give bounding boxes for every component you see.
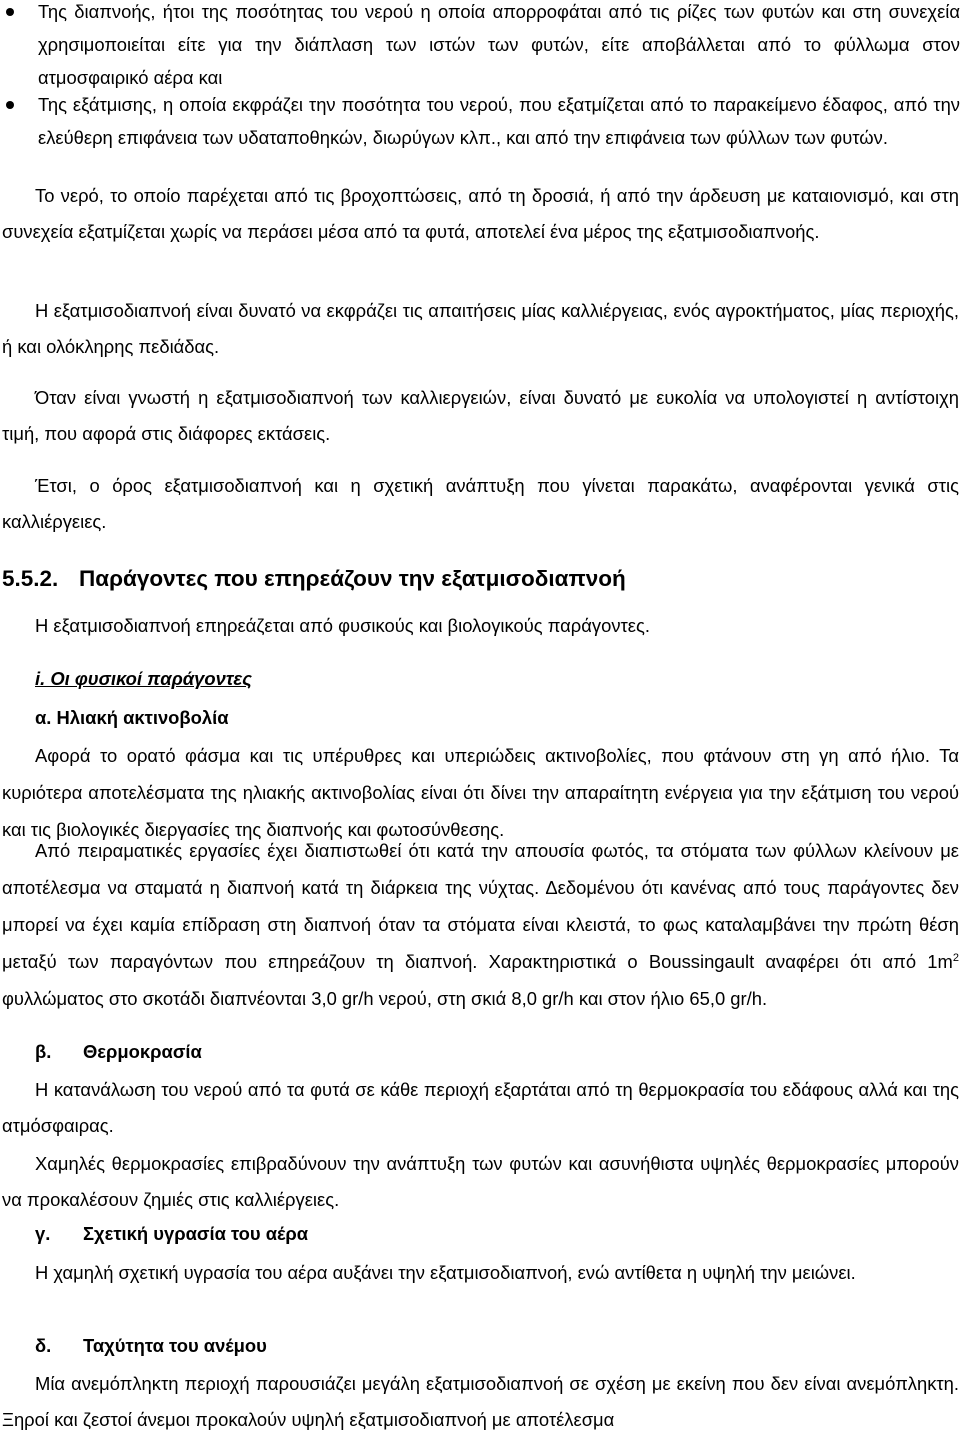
section-intro: Η εξατμισοδιαπνοή επηρεάζεται από φυσικούς και βιολογικούς παράγοντες.: [35, 615, 650, 636]
delta-label: δ.: [35, 1335, 52, 1356]
paragraph-rain-water: Το νερό, το οποίο παρέχεται από τις βροχοπτώσεις, από τη δροσιά, ή από την άρδευση με καταιονισμό, και στη συνεχεία εξατμίζεται χωρίς να περάσει μέσα από τα φυτά, αποτελεί ένα μέρος της εξατμισοδιαπνοής.: [2, 185, 959, 242]
paragraph-known-et: Όταν είναι γνωστή η εξατμισοδιαπνοή των καλλιεργειών, είναι δυνατό με ευκολία να υπολογιστεί η αντίστοιχη τιμή, που αφορά στις διάφορες εκτάσεις.: [2, 387, 959, 444]
bullet-item-evaporation: [2, 88, 960, 154]
alpha-p2-text-a: Από πειραματικές εργασίες έχει διαπιστωθεί ότι κατά την απουσία φωτός, τα στόματα των φύλλων κλείνουν με αποτέλεσμα να σταματά η διαπνοή κατά τη διάρκεια της νύχτας. Δεδομένου ότι κανένας από τους παράγοντες δεν μπορεί να έχει καμία επίδραση στη διαπνοή όταν τα στόματα είναι κλειστά, το φως καταλαμβάνει την πρώτη θέση μεταξύ των παραγόντων που επηρεάζουν τη διαπνοή. Χαρακτηριστικά ο Boussingault αναφέρει ότι από 1m: [2, 840, 959, 972]
beta-paragraph-2: Χαμηλές θερμοκρασίες επιβραδύνουν την ανάπτυξη των φυτών και ασυνήθιστα υψηλές θερμοκρασίες μπορούν να προκαλέσουν ζημιές στις καλλιέργειες.: [2, 1153, 959, 1210]
alpha-label: α.: [35, 707, 52, 728]
alpha-heading: [35, 703, 229, 733]
beta-heading: [35, 1037, 202, 1067]
alpha-title: Ηλιακή ακτινοβολία: [56, 707, 229, 728]
alpha-p2-text-b: φυλλώματος στο σκοτάδι διαπνέονται 3,0 gr/h νερού, στη σκιά 8,0 gr/h και στον ήλιο 65,0 gr/h.: [2, 988, 768, 1009]
superscript: 2: [952, 952, 959, 964]
bullet-dot-icon: [6, 101, 14, 109]
beta-paragraph-1: Η κατανάλωση του νερού από τα φυτά σε κάθε περιοχή εξαρτάται από τη θερμοκρασία του εδάφους αλλά και της ατμόσφαιρας.: [2, 1079, 959, 1136]
alpha-paragraph-2: [2, 832, 959, 1017]
physical-factors-heading: i. Οι φυσικοί παράγοντες: [35, 668, 252, 689]
beta-title: Θερμοκρασία: [83, 1041, 202, 1062]
delta-title: Ταχύτητα του ανέμου: [83, 1335, 267, 1356]
delta-heading: [35, 1331, 267, 1361]
bullet-item-transpiration: [2, 0, 960, 94]
paragraph-term: Έτσι, ο όρος εξατμισοδιαπνοή και η σχετική ανάπτυξη που γίνεται παρακάτω, αναφέρονται γενικά στις καλλιέργειες.: [2, 475, 959, 532]
beta-label: β.: [35, 1041, 52, 1062]
paragraph-requirements: Η εξατμισοδιαπνοή είναι δυνατό να εκφράζει τις απαιτήσεις μίας καλλιέργειας, ενός αγροκτήματος, μίας περιοχής, ή και ολόκληρης πεδιάδας.: [2, 300, 959, 357]
gamma-paragraph-1: Η χαμηλή σχετική υγρασία του αέρα αυξάνει την εξατμισοδιαπνοή, ενώ αντίθετα η υψηλή την μειώνει.: [35, 1262, 856, 1283]
section-heading: [2, 562, 626, 596]
gamma-heading: [35, 1219, 308, 1249]
section-number: 5.5.2.: [2, 566, 59, 591]
gamma-title: Σχετική υγρασία του αέρα: [83, 1223, 309, 1244]
bullet-text: Της εξάτμισης, η οποία εκφράζει την ποσότητα του νερού, που εξατμίζεται από το παρακείμενο έδαφος, από την ελεύθερη επιφάνεια των υδαταποθηκών, διωρύγων κλπ., και από την επιφάνεια των φύλλων των φυτών.: [38, 94, 960, 148]
bullet-dot-icon: [6, 8, 14, 16]
section-title: Παράγοντες που επηρεάζουν την εξατμισοδιαπνοή: [79, 566, 626, 591]
gamma-label: γ.: [35, 1223, 51, 1244]
bullet-text: Της διαπνοής, ήτοι της ποσότητας του νερού η οποία απορροφάται από τις ρίζες των φυτών και στη συνεχεία χρησιμοποιείται είτε για την διάπλαση των ιστών των φυτών, είτε αποβάλλεται από το φύλλωμα στον ατμοσφαιρικό αέρα και: [38, 1, 960, 88]
delta-paragraph-1: Μία ανεμόπληκτη περιοχή παρουσιάζει μεγάλη εξατμισοδιαπνοή σε σχέση με εκείνη που δεν είναι ανεμόπληκτη. Ξηροί και ζεστοί άνεμοι προκαλούν υψηλή εξατμισοδιαπνοή με αποτέλεσμα: [2, 1373, 959, 1430]
alpha-paragraph-1: Αφορά το ορατό φάσμα και τις υπέρυθρες και υπεριώδεις ακτινοβολίες, που φτάνουν στη γη από ήλιο. Τα κυριότερα αποτελέσματα της ηλιακής ακτινοβολίας είναι ότι δίνει την απαραίτητη ενέργεια για την εξάτμιση του νερού και τις βιολογικές διεργασίες της διαπνοής και φωτοσύνθεσης.: [2, 745, 959, 840]
